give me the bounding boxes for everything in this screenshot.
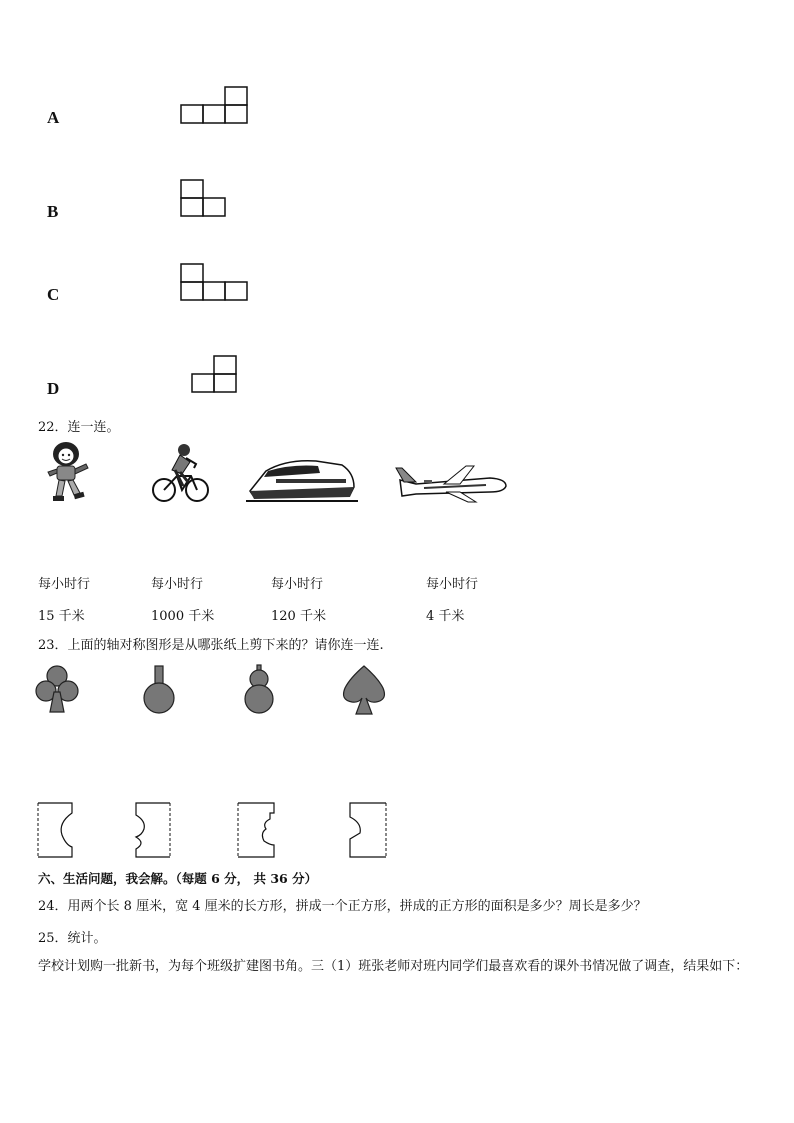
q22-title: 22．连一连。 bbox=[38, 420, 120, 435]
option-b-figure bbox=[180, 179, 230, 219]
gourd-shape-icon bbox=[240, 664, 278, 716]
spade-shape-icon bbox=[340, 664, 388, 716]
speed-4-line2: 4 千米 bbox=[426, 609, 465, 624]
folded-paper-3 bbox=[236, 801, 278, 859]
q25-title: 25．统计。 bbox=[38, 931, 107, 946]
option-c-label: C bbox=[47, 285, 60, 304]
section-6-title: 六、生活问题，我会解。（每题 6 分， 共 36 分） bbox=[38, 871, 318, 886]
option-b-label: B bbox=[47, 202, 59, 221]
speed-1-line1: 每小时行 bbox=[38, 577, 91, 592]
speed-2-line1: 每小时行 bbox=[151, 577, 204, 592]
child-walking-icon bbox=[44, 440, 92, 502]
q25-text: 学校计划购一批新书，为每个班级扩建图书角。三（1）班张老师对班内同学们最喜欢看的课外书情况做了调查，结果如下： bbox=[38, 959, 749, 974]
option-a-label: A bbox=[47, 108, 60, 127]
airplane-icon bbox=[394, 462, 510, 504]
option-a-figure bbox=[180, 86, 250, 126]
q23-title: 23．上面的轴对称图形是从哪张纸上剪下来的？请你连一连. bbox=[38, 638, 384, 653]
folded-paper-1 bbox=[36, 801, 78, 859]
option-d-label: D bbox=[47, 379, 60, 398]
folded-paper-2 bbox=[130, 801, 172, 859]
high-speed-train-icon bbox=[246, 455, 358, 503]
folded-paper-4 bbox=[344, 801, 388, 859]
speed-3-line1: 每小时行 bbox=[271, 577, 324, 592]
bottle-shape-icon bbox=[140, 664, 178, 716]
cyclist-icon bbox=[150, 442, 212, 504]
speed-3-line2: 120 千米 bbox=[271, 609, 326, 624]
speed-2-line2: 1000 千米 bbox=[151, 609, 215, 624]
speed-1-line2: 15 千米 bbox=[38, 609, 85, 624]
speed-4-line1: 每小时行 bbox=[426, 577, 479, 592]
club-shape-icon bbox=[34, 664, 80, 716]
q24-text: 24．用两个长 8 厘米，宽 4 厘米的长方形，拼成一个正方形，拼成的正方形的面积是多少？周长是多少？ bbox=[38, 899, 647, 914]
option-c-figure bbox=[180, 263, 252, 303]
option-d-figure bbox=[191, 355, 241, 395]
